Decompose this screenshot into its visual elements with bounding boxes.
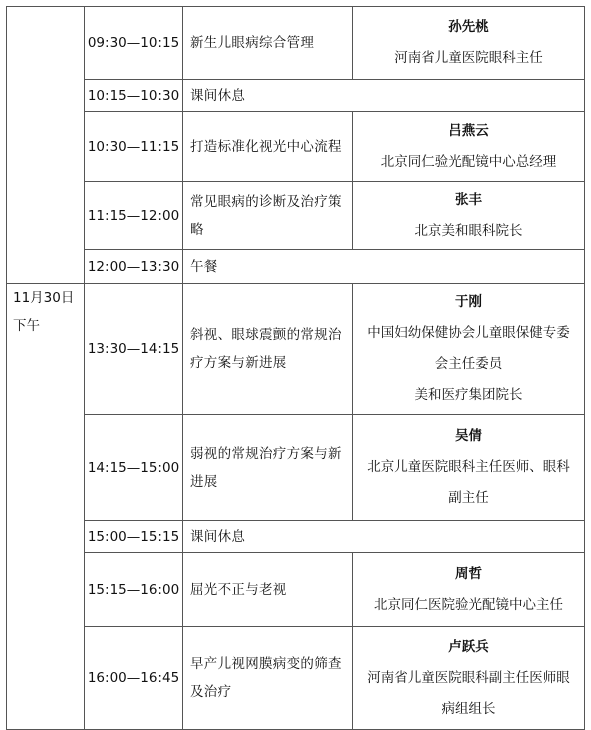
- topic-cell: 常见眼病的诊断及治疗策略: [183, 182, 353, 250]
- speaker-name: 张丰: [455, 191, 482, 208]
- speaker-cell: [353, 182, 585, 250]
- speaker-title: 河南省儿童医院眼科主任: [394, 50, 543, 66]
- topic-cell: 弱视的常规治疗方案与新进展: [183, 415, 353, 521]
- topic-cell: 屈光不正与老视: [183, 553, 353, 627]
- speaker-title: 副主任: [448, 490, 489, 506]
- time-cell: 15:00—15:15: [85, 521, 183, 553]
- speaker-title: 美和医疗集团院长: [414, 387, 523, 403]
- topic-cell: 午餐: [183, 250, 585, 284]
- speaker-title: 会主任委员: [434, 356, 503, 372]
- speaker-title: 北京美和眼科院长: [414, 222, 523, 239]
- time-cell: 12:00—13:30: [85, 250, 183, 284]
- table-row: [7, 80, 585, 112]
- time-cell: 09:30—10:15: [85, 7, 183, 80]
- table-row: [7, 415, 585, 521]
- speaker-title: 河南省儿童医院眼科副主任医师眼: [367, 669, 570, 686]
- speaker-cell: [353, 627, 585, 730]
- date-cell-empty: [7, 7, 85, 284]
- table-row: [7, 7, 585, 80]
- time-cell: 11:15—12:00: [85, 182, 183, 250]
- table-row: [7, 182, 585, 250]
- speaker-name: 吴倩: [455, 428, 482, 444]
- speaker-name: 孙先桃: [448, 19, 489, 35]
- speaker-cell: [353, 7, 585, 80]
- table-row: [7, 250, 585, 284]
- topic-cell: 课间休息: [183, 80, 585, 112]
- table-row: [7, 553, 585, 627]
- session-period: 下午: [13, 318, 40, 334]
- time-cell: 13:30—14:15: [85, 284, 183, 415]
- speaker-name: 于刚: [455, 294, 482, 310]
- time-cell: 16:00—16:45: [85, 627, 183, 730]
- speaker-name: 周哲: [455, 565, 482, 582]
- speaker-name: 吕燕云: [448, 122, 489, 139]
- speaker-title: 北京同仁医院验光配镜中心主任: [374, 596, 563, 613]
- table-row: [7, 112, 585, 182]
- schedule-table: [6, 6, 585, 730]
- time-cell: 10:15—10:30: [85, 80, 183, 112]
- table-row: [7, 627, 585, 730]
- speaker-cell: [353, 112, 585, 182]
- session-date: 11月30日: [13, 290, 75, 306]
- speaker-cell: [353, 553, 585, 627]
- speaker-title: 病组组长: [441, 700, 496, 717]
- topic-cell: 课间休息: [183, 521, 585, 553]
- topic-cell: 斜视、眼球震颤的常规治疗方案与新进展: [183, 284, 353, 415]
- speaker-title: 北京儿童医院眼科主任医师、眼科: [367, 459, 570, 475]
- speaker-cell: [353, 415, 585, 521]
- table-row: [7, 521, 585, 553]
- topic-cell: 新生儿眼病综合管理: [183, 7, 353, 80]
- speaker-name: 卢跃兵: [448, 638, 489, 655]
- time-cell: 15:15—16:00: [85, 553, 183, 627]
- speaker-cell: [353, 284, 585, 415]
- speaker-title: 中国妇幼保健协会儿童眼保健专委: [367, 325, 570, 341]
- topic-cell: 早产儿视网膜病变的筛查及治疗: [183, 627, 353, 730]
- time-cell: 10:30—11:15: [85, 112, 183, 182]
- time-cell: 14:15—15:00: [85, 415, 183, 521]
- table-row: [7, 284, 585, 415]
- topic-cell: 打造标准化视光中心流程: [183, 112, 353, 182]
- speaker-title: 北京同仁验光配镜中心总经理: [380, 153, 557, 170]
- date-cell: [7, 284, 85, 730]
